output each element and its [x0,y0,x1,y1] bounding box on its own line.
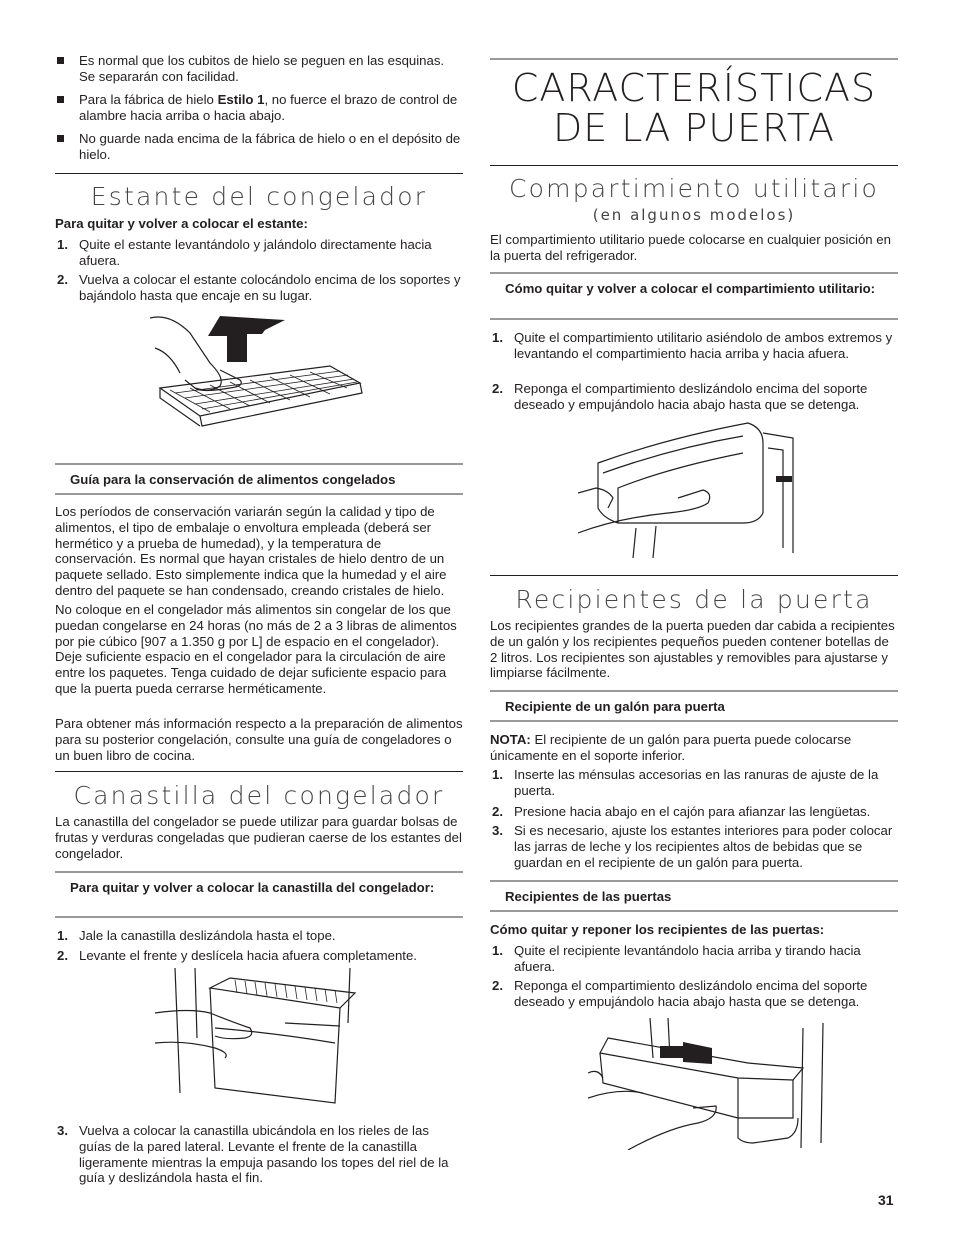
divider [490,165,898,166]
divider [55,771,463,772]
divider [55,463,463,465]
guide-paragraph: Los períodos de conservación variarán según la calidad y tipo de alimentos, el tipo de embalaje o envoltura empleada (deberá ser hermético y a prueba de humedad), y la temperatura de conservación. Es normal que hayan cristales de hielo dentro de un paquete sellado. Esto simplemente indica que la humedad y el aire dentro del paquete se han condensado, creando cristales de hielo. [55,504,447,598]
page-title-line1: CARACTERÍSTICAS [511,66,877,110]
divider [490,272,898,274]
gallon-note: NOTA: El recipiente de un galón para puerta puede colocarse únicamente en el soporte inferior. [490,732,852,763]
page-number: 31 [878,1192,894,1208]
section-heading-shelf: Estante del congelador [90,182,428,211]
step-item: 2. Levante el frente y deslícela hacia afuera completamente. [57,948,417,963]
section-heading-bins: Recipientes de la puerta [515,585,873,614]
guide-heading: Guía para la conservación de alimentos congelados [70,472,396,487]
divider [490,690,898,692]
section-heading-utility: Compartimiento utilitario [508,174,879,203]
section-heading-basket: Canastilla del congelador [73,781,445,810]
door-bin-illustration [588,1018,833,1150]
section-subtitle-utility: (en algunos modelos) [592,206,796,224]
step-item: 1. Quite el estante levantándolo y jalándolo directamente hacia afuera. [57,237,432,268]
bins-intro: Los recipientes grandes de la puerta pueden dar cabida a recipientes de un galón y los recipientes pequeños pueden contener botellas de 2 litros. Los recipientes son ajustables y removibles para ajustarse y limpiarse fácilmente. [490,618,895,681]
step-item: 3. Si es necesario, ajuste los estantes interiores para poder colocar las jarras de leche y los recipientes altos de bebidas que se guardan en el recipiente de un galón para puerta. [492,823,893,870]
bullet-item: Para la fábrica de hielo Estilo 1, no fuerce el brazo de control de alambre hacia arriba o hacia abajo. [55,92,463,124]
step-item: 2. Reponga el compartimiento deslizándolo encima del soporte deseado y empujándolo hacia abajo hasta que se detenga. [492,978,868,1009]
shelf-subheading: Para quitar y volver a colocar el estante: [55,216,308,231]
divider [55,871,463,873]
divider [55,493,463,495]
bullet-item: No guarde nada encima de la fábrica de hielo o en el depósito de hielo. [55,131,463,163]
step-item: 1. Inserte las ménsulas accesorias en las ranuras de ajuste de la puerta. [492,767,879,798]
divider [490,575,898,576]
shelf-illustration [150,308,365,448]
divider [490,720,898,722]
step-item: 3. Vuelva a colocar la canastilla ubicándola en los rieles de las guías de la pared lateral. Levante el frente de la canastilla ligeramente mientras la empuja pasando los topes del riel de la guía y deslizándola hasta el fin. [57,1123,449,1186]
divider [490,880,898,882]
square-bullet-icon [57,135,64,142]
step-item: 2. Reponga el compartimiento deslizándolo encima del soporte deseado y empujándolo hacia abajo hasta que se detenga. [492,381,868,412]
step-item: 1. Quite el recipiente levantándolo hacia arriba y tirando hacia afuera. [492,943,861,974]
utility-intro: El compartimiento utilitario puede colocarse en cualquier posición en la puerta del refrigerador. [490,232,891,263]
square-bullet-icon [57,96,64,103]
step-item: 2. Vuelva a colocar el estante colocándolo encima de los soportes y bajándolo hasta que encaje en su lugar. [57,272,461,303]
step-item: 1. Jale la canastilla deslizándola hasta el tope. [57,928,336,943]
basket-subheading: Para quitar y volver a colocar la canastilla del congelador: [70,880,435,895]
basket-intro: La canastilla del congelador se puede utilizar para guardar bolsas de frutas y verduras congeladas que pudieran caerse de los estantes del congelador. [55,814,462,861]
square-bullet-icon [57,57,64,64]
door-bins-subheading: Cómo quitar y reponer los recipientes de las puertas: [490,922,825,937]
basket-illustration [155,968,365,1118]
divider [490,910,898,912]
divider [55,916,463,918]
gallon-heading: Recipiente de un galón para puerta [505,699,725,714]
divider [490,58,898,60]
utility-compartment-illustration [578,418,803,558]
divider [55,173,463,174]
guide-paragraph: No coloque en el congelador más alimentos sin congelar de los que puedan congelarse en 24 horas (no más de 2 a 3 libras de alimentos por pie cúbico [907 a 1.350 g por L] de espacio en el congelador). Deje suficiente espacio en el congelador para la circulación de aire entre los paquetes. Tenga cuidado de dejar suficiente espacio para que la puerta pueda cerrarse herméticamente. [55,602,457,696]
utility-subheading: Cómo quitar y volver a colocar el compartimiento utilitario: [505,281,876,296]
door-bins-heading: Recipientes de las puertas [505,889,672,904]
step-item: 2. Presione hacia abajo en el cajón para afianzar las lengüetas. [492,804,871,819]
step-item: 1. Quite el compartimiento utilitario asiéndolo de ambos extremos y levantando el compartimiento hacia arriba y hacia afuera. [492,330,893,361]
page-title-line2: DE LA PUERTA [552,106,836,150]
bullet-item: Es normal que los cubitos de hielo se peguen en las esquinas. Se separarán con facilidad. [55,53,463,85]
guide-paragraph: Para obtener más información respecto a la preparación de alimentos para su posterior congelación, consulte una guía de congeladores o un buen libro de cocina. [55,716,463,763]
divider [490,318,898,320]
